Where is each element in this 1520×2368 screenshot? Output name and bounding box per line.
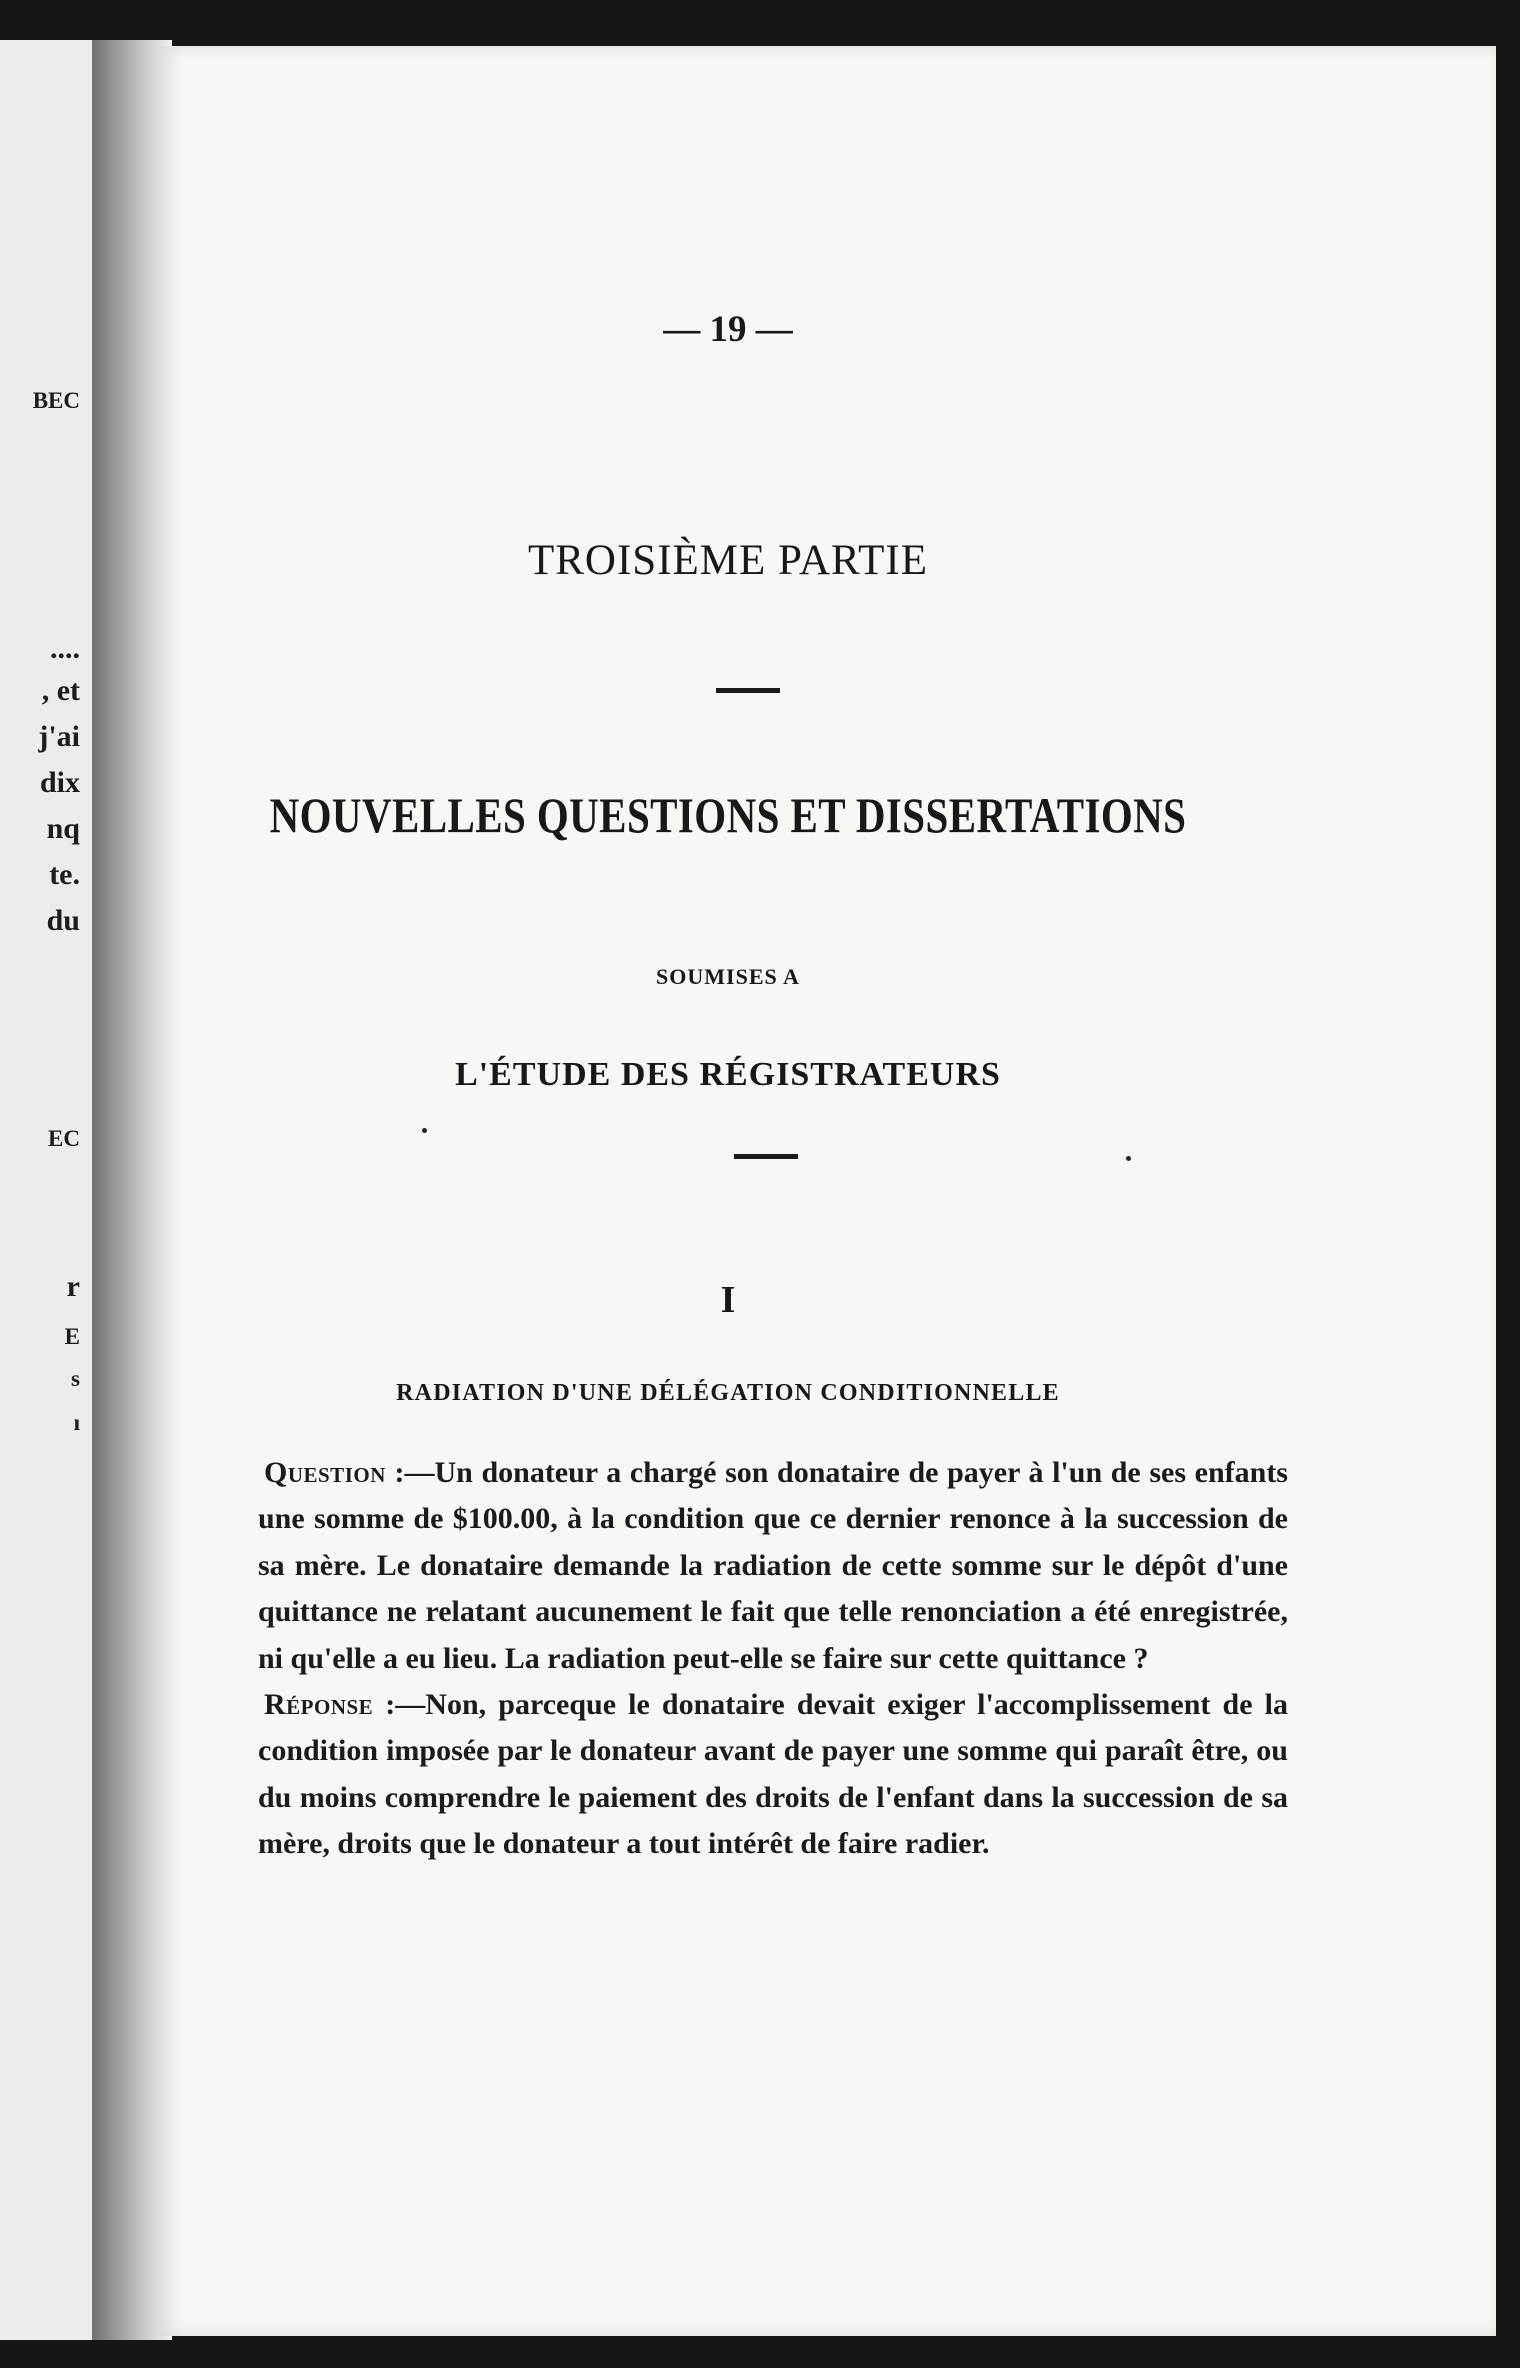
section-title: RADIATION D'UNE DÉLÉGATION CONDITIONNELLE [396, 1380, 1060, 1406]
left-fragment: dix [39, 766, 80, 799]
left-fragment: te. [49, 858, 80, 891]
section-divider [716, 688, 780, 693]
left-fragment: j'ai [38, 720, 80, 753]
answer-text: :—Non, parceque le donataire devait exiger l'accomplissement de la condition imposée par le donateur avant de payer une somme qui paraît être, ou du moins comprendre le paiement des droits de l'enfant dans la succession de sa mère, droits que le donateur a tout intérêt de faire radier. [258, 1688, 1288, 1861]
answer-label: Réponse [264, 1688, 374, 1722]
part-title: TROISIÈME PARTIE [527, 537, 929, 584]
left-fragment: r [66, 1270, 80, 1303]
body-text [258, 1450, 1288, 1868]
question-label: Question [264, 1456, 386, 1489]
subtitle-study: L'ÉTUDE DES RÉGISTRATEURS [455, 1056, 1001, 1093]
section-divider [734, 1154, 798, 1159]
page-number: — 19 — [663, 309, 793, 350]
left-fragment: du [46, 904, 80, 937]
section-number: I [720, 1279, 736, 1321]
left-fragment: nq [46, 812, 80, 845]
left-fragment: , et [41, 674, 80, 707]
book-page [160, 46, 1496, 2336]
left-fragment: .... [50, 632, 80, 665]
left-fragment: ı [73, 1410, 80, 1435]
main-title: NOUVELLES QUESTIONS ET DISSERTATIONS [269, 787, 1187, 843]
left-fragment: E [64, 1324, 80, 1349]
answer-paragraph [258, 1682, 1288, 1868]
left-fragment: EC [48, 1126, 80, 1151]
subtitle-submitted: SOUMISES A [656, 964, 800, 989]
left-fragment: BEC [32, 388, 80, 413]
question-text: :—Un donateur a chargé son donataire de payer à l'un de ses enfants une somme de $100.00, à la condition que ce dernier renonce à la succession de sa mère. Le donataire demande la radiation de cette somme sur le dépôt d'une quittance ne relatant aucunement le fait que telle renonciation a été enregistrée, ni qu'elle a eu lieu. La radiation peut-elle se faire sur cette quittance ? [258, 1456, 1288, 1675]
paper-speck [1126, 1156, 1131, 1161]
paper-speck [422, 1128, 427, 1133]
question-paragraph [258, 1450, 1288, 1682]
left-fragment: s [71, 1366, 80, 1391]
